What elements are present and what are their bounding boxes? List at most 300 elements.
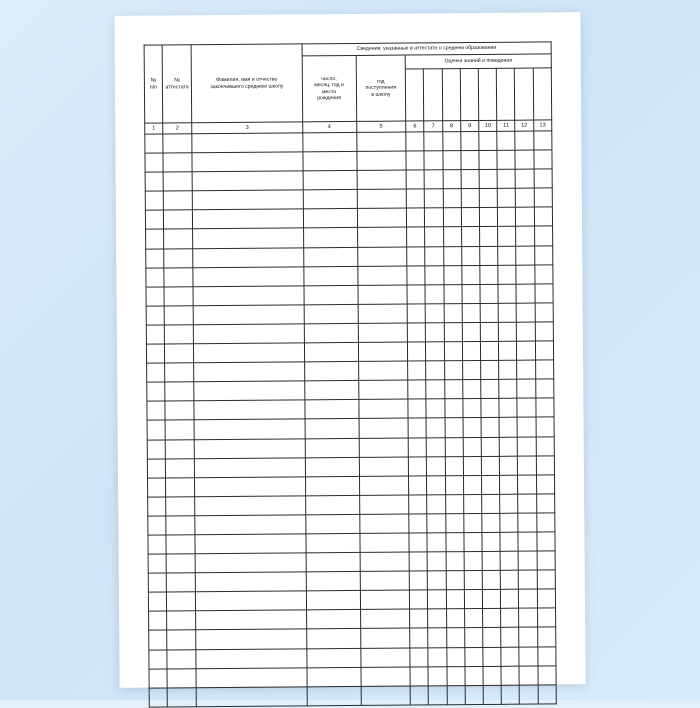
- table-cell[interactable]: [426, 361, 444, 380]
- table-cell[interactable]: [464, 532, 482, 551]
- table-cell[interactable]: [195, 477, 305, 497]
- table-cell[interactable]: [303, 190, 357, 210]
- table-cell[interactable]: [481, 360, 499, 379]
- table-cell[interactable]: [517, 417, 535, 436]
- table-cell[interactable]: [500, 570, 518, 589]
- table-cell[interactable]: [358, 285, 408, 304]
- table-cell[interactable]: [500, 494, 518, 513]
- table-cell[interactable]: [481, 475, 499, 494]
- table-cell[interactable]: [163, 191, 192, 210]
- table-cell[interactable]: [536, 455, 554, 474]
- table-cell[interactable]: [407, 304, 425, 323]
- table-cell[interactable]: [165, 382, 194, 401]
- table-cell[interactable]: [146, 249, 164, 268]
- table-cell[interactable]: [306, 533, 360, 553]
- table-cell[interactable]: [465, 647, 483, 666]
- table-cell[interactable]: [464, 513, 482, 532]
- table-cell[interactable]: [304, 381, 358, 401]
- table-cell[interactable]: [360, 533, 410, 552]
- table-cell[interactable]: [164, 306, 193, 325]
- table-cell[interactable]: [537, 627, 555, 646]
- table-cell[interactable]: [146, 306, 164, 325]
- table-cell[interactable]: [193, 305, 303, 325]
- table-cell[interactable]: [424, 132, 442, 151]
- table-cell[interactable]: [146, 229, 164, 248]
- table-cell[interactable]: [482, 513, 500, 532]
- table-cell[interactable]: [410, 686, 428, 705]
- table-cell[interactable]: [501, 647, 519, 666]
- table-cell[interactable]: [464, 571, 482, 590]
- table-cell[interactable]: [535, 322, 553, 341]
- table-cell[interactable]: [358, 304, 408, 323]
- table-cell[interactable]: [196, 667, 306, 687]
- table-cell[interactable]: [501, 609, 519, 628]
- table-cell[interactable]: [517, 322, 535, 341]
- table-cell[interactable]: [408, 361, 426, 380]
- table-cell[interactable]: [359, 495, 409, 514]
- table-cell[interactable]: [537, 589, 555, 608]
- table-cell[interactable]: [149, 669, 167, 688]
- table-cell[interactable]: [517, 360, 535, 379]
- table-cell[interactable]: [427, 552, 445, 571]
- table-cell[interactable]: [445, 513, 463, 532]
- table-cell[interactable]: [192, 152, 302, 172]
- table-cell[interactable]: [195, 534, 305, 554]
- table-cell[interactable]: [426, 380, 444, 399]
- table-cell[interactable]: [163, 172, 192, 191]
- table-cell[interactable]: [444, 303, 462, 322]
- table-cell[interactable]: [480, 322, 498, 341]
- table-cell[interactable]: [517, 379, 535, 398]
- table-cell[interactable]: [537, 608, 555, 627]
- table-cell[interactable]: [443, 189, 461, 208]
- table-cell[interactable]: [443, 227, 461, 246]
- table-cell[interactable]: [359, 438, 409, 457]
- table-cell[interactable]: [361, 667, 411, 686]
- table-cell[interactable]: [479, 170, 497, 189]
- table-cell[interactable]: [501, 628, 519, 647]
- table-cell[interactable]: [443, 170, 461, 189]
- table-cell[interactable]: [463, 399, 481, 418]
- table-cell[interactable]: [499, 360, 517, 379]
- table-cell[interactable]: [148, 592, 166, 611]
- table-cell[interactable]: [463, 418, 481, 437]
- table-cell[interactable]: [464, 552, 482, 571]
- table-cell[interactable]: [409, 533, 427, 552]
- table-cell[interactable]: [520, 685, 538, 704]
- table-cell[interactable]: [145, 134, 163, 153]
- table-cell[interactable]: [303, 171, 357, 191]
- table-cell[interactable]: [304, 304, 358, 324]
- table-cell[interactable]: [534, 188, 552, 207]
- table-cell[interactable]: [461, 208, 479, 227]
- table-cell[interactable]: [195, 496, 305, 516]
- table-cell[interactable]: [357, 266, 407, 285]
- table-cell[interactable]: [535, 360, 553, 379]
- table-cell[interactable]: [360, 609, 410, 628]
- table-cell[interactable]: [427, 495, 445, 514]
- table-cell[interactable]: [518, 532, 536, 551]
- table-cell[interactable]: [463, 456, 481, 475]
- table-cell[interactable]: [426, 323, 444, 342]
- table-cell[interactable]: [359, 399, 409, 418]
- table-cell[interactable]: [360, 648, 410, 667]
- table-cell[interactable]: [465, 685, 483, 704]
- table-cell[interactable]: [483, 628, 501, 647]
- table-cell[interactable]: [164, 267, 193, 286]
- table-cell[interactable]: [446, 647, 464, 666]
- table-cell[interactable]: [196, 648, 306, 668]
- table-cell[interactable]: [462, 322, 480, 341]
- table-cell[interactable]: [499, 437, 517, 456]
- table-cell[interactable]: [196, 610, 306, 630]
- table-cell[interactable]: [461, 246, 479, 265]
- table-cell[interactable]: [519, 647, 537, 666]
- table-cell[interactable]: [147, 382, 165, 401]
- table-cell[interactable]: [407, 285, 425, 304]
- table-cell[interactable]: [447, 666, 465, 685]
- table-cell[interactable]: [305, 457, 359, 477]
- table-cell[interactable]: [192, 133, 302, 153]
- table-cell[interactable]: [305, 476, 359, 496]
- table-cell[interactable]: [425, 189, 443, 208]
- table-cell[interactable]: [307, 686, 361, 706]
- table-cell[interactable]: [445, 437, 463, 456]
- table-cell[interactable]: [463, 475, 481, 494]
- table-cell[interactable]: [145, 191, 163, 210]
- table-cell[interactable]: [193, 209, 303, 229]
- table-cell[interactable]: [304, 323, 358, 343]
- table-cell[interactable]: [196, 629, 306, 649]
- table-cell[interactable]: [499, 398, 517, 417]
- table-cell[interactable]: [534, 207, 552, 226]
- table-cell[interactable]: [443, 265, 461, 284]
- table-cell[interactable]: [534, 226, 552, 245]
- table-cell[interactable]: [425, 227, 443, 246]
- table-cell[interactable]: [426, 342, 444, 361]
- table-cell[interactable]: [517, 398, 535, 417]
- table-cell[interactable]: [446, 609, 464, 628]
- table-cell[interactable]: [519, 627, 537, 646]
- table-cell[interactable]: [536, 436, 554, 455]
- table-cell[interactable]: [194, 343, 304, 363]
- table-cell[interactable]: [479, 131, 497, 150]
- table-cell[interactable]: [481, 418, 499, 437]
- table-cell[interactable]: [481, 399, 499, 418]
- table-cell[interactable]: [163, 134, 192, 153]
- table-cell[interactable]: [360, 590, 410, 609]
- table-cell[interactable]: [444, 380, 462, 399]
- table-cell[interactable]: [196, 687, 306, 707]
- table-cell[interactable]: [425, 246, 443, 265]
- table-cell[interactable]: [357, 228, 407, 247]
- table-row[interactable]: [149, 685, 556, 707]
- table-cell[interactable]: [306, 648, 360, 668]
- table-cell[interactable]: [196, 572, 306, 592]
- table-cell[interactable]: [409, 552, 427, 571]
- table-cell[interactable]: [534, 265, 552, 284]
- table-cell[interactable]: [360, 552, 410, 571]
- table-cell[interactable]: [165, 477, 194, 496]
- table-cell[interactable]: [461, 131, 479, 150]
- table-cell[interactable]: [518, 456, 536, 475]
- table-cell[interactable]: [535, 341, 553, 360]
- table-cell[interactable]: [464, 590, 482, 609]
- table-cell[interactable]: [306, 572, 360, 592]
- table-cell[interactable]: [498, 284, 516, 303]
- table-cell[interactable]: [165, 363, 194, 382]
- table-cell[interactable]: [498, 227, 516, 246]
- table-cell[interactable]: [406, 151, 424, 170]
- table-cell[interactable]: [195, 457, 305, 477]
- table-cell[interactable]: [500, 551, 518, 570]
- table-cell[interactable]: [501, 685, 519, 704]
- table-cell[interactable]: [501, 666, 519, 685]
- table-cell[interactable]: [535, 284, 553, 303]
- table-cell[interactable]: [461, 189, 479, 208]
- table-cell[interactable]: [480, 246, 498, 265]
- table-cell[interactable]: [516, 169, 534, 188]
- table-cell[interactable]: [462, 284, 480, 303]
- table-cell[interactable]: [447, 685, 465, 704]
- table-cell[interactable]: [534, 169, 552, 188]
- table-cell[interactable]: [305, 419, 359, 439]
- table-cell[interactable]: [407, 227, 425, 246]
- table-cell[interactable]: [304, 362, 358, 382]
- table-cell[interactable]: [359, 457, 409, 476]
- table-cell[interactable]: [424, 170, 442, 189]
- table-cell[interactable]: [518, 494, 536, 513]
- table-cell[interactable]: [445, 475, 463, 494]
- table-cell[interactable]: [306, 610, 360, 630]
- table-cell[interactable]: [305, 514, 359, 534]
- table-cell[interactable]: [497, 131, 515, 150]
- table-cell[interactable]: [445, 456, 463, 475]
- table-cell[interactable]: [164, 248, 193, 267]
- table-cell[interactable]: [145, 210, 163, 229]
- table-cell[interactable]: [357, 151, 407, 170]
- table-cell[interactable]: [167, 668, 196, 687]
- table-cell[interactable]: [519, 608, 537, 627]
- table-cell[interactable]: [498, 246, 516, 265]
- table-cell[interactable]: [428, 609, 446, 628]
- table-cell[interactable]: [444, 399, 462, 418]
- table-cell[interactable]: [149, 688, 167, 707]
- table-cell[interactable]: [307, 667, 361, 687]
- table-cell[interactable]: [446, 628, 464, 647]
- table-cell[interactable]: [304, 400, 358, 420]
- table-cell[interactable]: [194, 362, 304, 382]
- table-cell[interactable]: [481, 437, 499, 456]
- table-cell[interactable]: [361, 686, 411, 705]
- table-cell[interactable]: [480, 284, 498, 303]
- table-cell[interactable]: [194, 381, 304, 401]
- table-cell[interactable]: [515, 131, 533, 150]
- table-cell[interactable]: [148, 573, 166, 592]
- table-cell[interactable]: [407, 266, 425, 285]
- table-cell[interactable]: [408, 399, 426, 418]
- table-cell[interactable]: [409, 514, 427, 533]
- table-cell[interactable]: [357, 170, 407, 189]
- table-cell[interactable]: [167, 630, 196, 649]
- table-cell[interactable]: [516, 227, 534, 246]
- table-cell[interactable]: [427, 475, 445, 494]
- table-cell[interactable]: [518, 513, 536, 532]
- table-cell[interactable]: [536, 475, 554, 494]
- table-cell[interactable]: [444, 284, 462, 303]
- table-cell[interactable]: [358, 342, 408, 361]
- table-cell[interactable]: [426, 418, 444, 437]
- table-cell[interactable]: [534, 150, 552, 169]
- table-cell[interactable]: [427, 533, 445, 552]
- table-cell[interactable]: [517, 341, 535, 360]
- table-cell[interactable]: [482, 551, 500, 570]
- table-cell[interactable]: [303, 228, 357, 248]
- table-cell[interactable]: [146, 344, 164, 363]
- table-cell[interactable]: [479, 189, 497, 208]
- table-cell[interactable]: [464, 628, 482, 647]
- table-cell[interactable]: [499, 322, 517, 341]
- table-cell[interactable]: [304, 285, 358, 305]
- table-cell[interactable]: [482, 532, 500, 551]
- table-cell[interactable]: [500, 513, 518, 532]
- table-cell[interactable]: [427, 514, 445, 533]
- table-cell[interactable]: [500, 532, 518, 551]
- table-cell[interactable]: [163, 210, 192, 229]
- table-cell[interactable]: [148, 497, 166, 516]
- table-cell[interactable]: [515, 150, 533, 169]
- table-cell[interactable]: [304, 342, 358, 362]
- table-cell[interactable]: [499, 379, 517, 398]
- table-cell[interactable]: [497, 169, 515, 188]
- table-cell[interactable]: [463, 494, 481, 513]
- table-cell[interactable]: [538, 685, 556, 704]
- table-cell[interactable]: [410, 590, 428, 609]
- table-cell[interactable]: [533, 131, 551, 150]
- table-cell[interactable]: [407, 323, 425, 342]
- table-cell[interactable]: [166, 592, 195, 611]
- table-cell[interactable]: [359, 476, 409, 495]
- table-cell[interactable]: [428, 571, 446, 590]
- table-cell[interactable]: [305, 438, 359, 458]
- table-cell[interactable]: [534, 245, 552, 264]
- table-cell[interactable]: [410, 667, 428, 686]
- table-cell[interactable]: [518, 475, 536, 494]
- table-cell[interactable]: [406, 170, 424, 189]
- table-cell[interactable]: [167, 687, 196, 706]
- table-cell[interactable]: [442, 132, 460, 151]
- table-cell[interactable]: [446, 552, 464, 571]
- table-cell[interactable]: [193, 267, 303, 287]
- table-cell[interactable]: [357, 208, 407, 227]
- table-cell[interactable]: [501, 589, 519, 608]
- table-cell[interactable]: [516, 246, 534, 265]
- table-cell[interactable]: [407, 208, 425, 227]
- table-cell[interactable]: [194, 438, 304, 458]
- table-cell[interactable]: [499, 418, 517, 437]
- table-cell[interactable]: [148, 554, 166, 573]
- table-cell[interactable]: [516, 188, 534, 207]
- table-cell[interactable]: [357, 189, 407, 208]
- table-cell[interactable]: [359, 514, 409, 533]
- table-cell[interactable]: [303, 209, 357, 229]
- table-cell[interactable]: [497, 150, 515, 169]
- table-cell[interactable]: [165, 420, 194, 439]
- table-cell[interactable]: [537, 646, 555, 665]
- table-cell[interactable]: [193, 228, 303, 248]
- table-cell[interactable]: [408, 342, 426, 361]
- table-cell[interactable]: [358, 380, 408, 399]
- table-cell[interactable]: [499, 341, 517, 360]
- table-cell[interactable]: [167, 611, 196, 630]
- table-cell[interactable]: [163, 153, 192, 172]
- table-cell[interactable]: [538, 666, 556, 685]
- table-cell[interactable]: [164, 344, 193, 363]
- table-cell[interactable]: [146, 325, 164, 344]
- table-cell[interactable]: [165, 458, 194, 477]
- table-cell[interactable]: [147, 401, 165, 420]
- table-cell[interactable]: [444, 323, 462, 342]
- table-cell[interactable]: [147, 478, 165, 497]
- table-cell[interactable]: [480, 303, 498, 322]
- table-cell[interactable]: [195, 553, 305, 573]
- table-cell[interactable]: [358, 323, 408, 342]
- table-cell[interactable]: [195, 515, 305, 535]
- table-cell[interactable]: [164, 325, 193, 344]
- table-cell[interactable]: [147, 363, 165, 382]
- table-cell[interactable]: [462, 303, 480, 322]
- table-cell[interactable]: [145, 172, 163, 191]
- table-cell[interactable]: [193, 190, 303, 210]
- table-cell[interactable]: [464, 609, 482, 628]
- table-cell[interactable]: [167, 649, 196, 668]
- table-cell[interactable]: [519, 589, 537, 608]
- table-cell[interactable]: [535, 303, 553, 322]
- table-cell[interactable]: [444, 361, 462, 380]
- table-cell[interactable]: [359, 418, 409, 437]
- table-cell[interactable]: [409, 495, 427, 514]
- table-cell[interactable]: [498, 303, 516, 322]
- table-cell[interactable]: [480, 265, 498, 284]
- table-cell[interactable]: [428, 647, 446, 666]
- table-cell[interactable]: [166, 516, 195, 535]
- table-cell[interactable]: [479, 208, 497, 227]
- table-cell[interactable]: [147, 459, 165, 478]
- table-cell[interactable]: [165, 439, 194, 458]
- table-cell[interactable]: [303, 152, 357, 172]
- table-cell[interactable]: [166, 573, 195, 592]
- table-cell[interactable]: [500, 475, 518, 494]
- table-cell[interactable]: [407, 246, 425, 265]
- table-cell[interactable]: [536, 417, 554, 436]
- table-cell[interactable]: [425, 304, 443, 323]
- table-cell[interactable]: [409, 571, 427, 590]
- table-cell[interactable]: [497, 188, 515, 207]
- table-cell[interactable]: [149, 611, 167, 630]
- table-cell[interactable]: [536, 513, 554, 532]
- table-cell[interactable]: [356, 132, 406, 151]
- table-cell[interactable]: [425, 265, 443, 284]
- table-cell[interactable]: [306, 552, 360, 572]
- table-cell[interactable]: [147, 420, 165, 439]
- table-cell[interactable]: [483, 666, 501, 685]
- table-cell[interactable]: [427, 456, 445, 475]
- table-cell[interactable]: [536, 494, 554, 513]
- table-cell[interactable]: [518, 437, 536, 456]
- table-cell[interactable]: [408, 437, 426, 456]
- table-cell[interactable]: [302, 132, 356, 152]
- table-cell[interactable]: [406, 132, 424, 151]
